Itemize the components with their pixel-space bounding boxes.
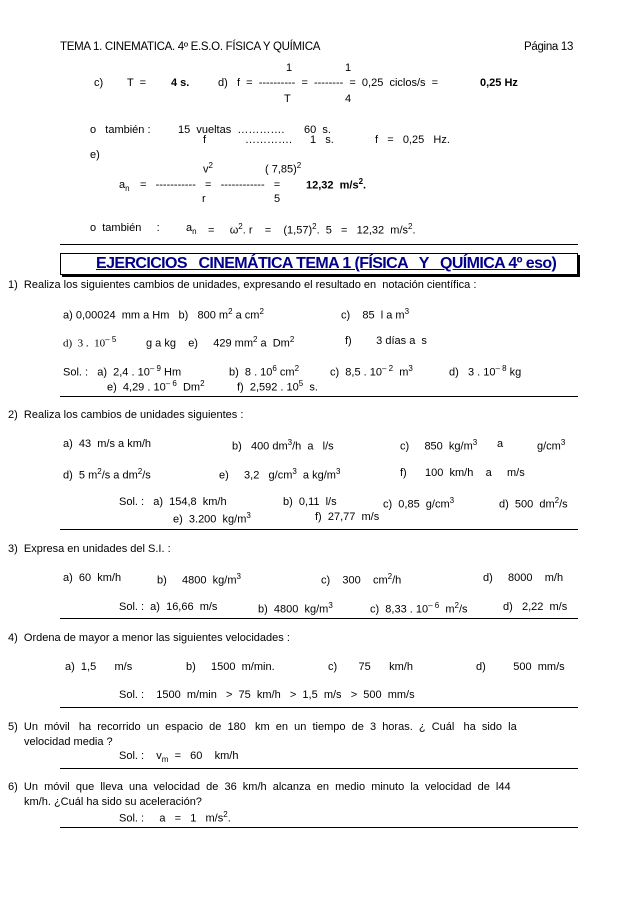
divider — [60, 707, 578, 708]
exercise-1-title: 1) Realiza los siguientes cambios de unidades, expresando el resultado en notación científica : — [8, 279, 477, 291]
page-header-title: TEMA 1. CINEMATICA. 4º E.S.O. FÍSICA Y QUÍMICA — [60, 41, 321, 53]
exercise-1-solution: d) 3 . $10^{- 8}$ kg — [449, 364, 522, 379]
exercise-6-text: km/h. ¿Cuál ha sido su aceleración? — [24, 796, 202, 808]
exercise-1-solution: b) 8 . $10^6$ $cm^2$ — [229, 364, 300, 379]
exercise-3-solution: Sol. : a) 16,66 m/s — [119, 601, 218, 613]
exercise-4-solution: Sol. : 1500 m/min > 75 km/h > 1,5 m/s > 500 mm/s — [119, 689, 415, 701]
exercise-4-items: c) 75 km/h — [328, 661, 413, 673]
fraction-denominator: 4 — [345, 93, 352, 105]
item-label: d) — [218, 77, 228, 89]
exercise-6-solution: Sol. : a = 1 $m/s^2$. — [119, 810, 231, 825]
formula-text: $a_n$ — [186, 222, 197, 237]
exercise-4-items: a) 1,5 m/s — [65, 661, 133, 673]
exercise-2-solution: e) 3.200 $kg/m^3$ — [173, 511, 251, 526]
exercise-3-items: b) 4800 $kg/m^3$ — [157, 572, 241, 587]
exercises-banner-title: EJERCICIOS CINEMÁTICA TEMA 1 (FÍSICA Y QUÍMICA 4º eso) — [96, 255, 557, 272]
exercise-1-items: f) 3 días a s — [345, 335, 427, 347]
result-value: 4 s. — [171, 77, 190, 89]
page-number: Página 13 — [524, 41, 574, 53]
exercise-1-solution: e) 4,29 . $10^{- 6}$ Dm$^2$ — [107, 379, 205, 394]
exercise-1-items: c) 85 l a $m^3$ — [341, 307, 410, 322]
formula-text: T = — [127, 77, 147, 89]
exercise-5-text: 5) Un móvil ha recorrido un espacio de 180 km en un tiempo de 3 horas. ¿ Cuál ha sido la — [8, 721, 517, 733]
exercise-2-solution: c) 0,85 $g/cm^3$ — [383, 496, 455, 511]
exercise-1-solution: c) 8,5 . $10^{- 2}$ $m^3$ — [330, 364, 413, 379]
formula-text: f = ---------- = -------- = 0,25 ciclos/s = — [237, 77, 439, 89]
exercise-2-items: d) 5 $m^2/s$ a $dm^2/s$ — [63, 467, 151, 482]
exercise-1-items: d) 3 . $10^{- 5}$ — [63, 335, 117, 350]
exercise-3-items: c) 300 $cm^2/h$ — [321, 572, 402, 587]
exercise-3-solution: c) 8,33 . $10^{- 6}$ $m^2/s$ — [370, 601, 468, 616]
exercise-2-items: e) 3,2 $g/cm^3$ a $kg/m^3$ — [219, 467, 341, 482]
exercise-2-solution: d) 500 $dm^2/s$ — [499, 496, 568, 511]
divider — [60, 618, 578, 619]
fraction-denominator: r — [202, 193, 206, 205]
exercise-6-text: 6) Un móvil que lleva una velocidad de 36 km/h alcanza en medio minuto la velocidad de l44 — [8, 781, 511, 793]
divider — [60, 529, 578, 530]
exercise-5-solution: Sol. : $v_m = 60$ km/h — [119, 750, 239, 765]
exercise-5-text: velocidad media ? — [24, 736, 113, 748]
exercise-4-items: d) 500 mm/s — [476, 661, 565, 673]
exercise-1-items: g a kg e) 429 $mm^2$ a Dm$^2$ — [146, 335, 295, 350]
exercise-4-title: 4) Ordena de mayor a menor las siguientes velocidades : — [8, 632, 290, 644]
fraction-denominator: T — [284, 93, 291, 105]
exercise-2-items: b) 400 $dm^3/h$ a l/s — [232, 438, 334, 453]
alt-text: f — [203, 134, 207, 146]
fraction-numerator: 1 — [286, 62, 293, 74]
alt-text: o también : — [90, 124, 151, 136]
exercise-3-solution: b) 4800 $kg/m^3$ — [258, 601, 333, 616]
result-value: 0,25 Hz — [480, 77, 518, 89]
alt-text: o también : — [90, 222, 160, 234]
exercise-2-solution: f) 27,77 m/s — [315, 511, 380, 523]
exercise-2-items: a — [497, 438, 504, 450]
formula-text: ( 7,85)$^2$ — [265, 161, 302, 176]
exercise-2-items: c) 850 $kg/m^3$ — [400, 438, 478, 453]
divider — [60, 768, 578, 769]
fraction-numerator: 1 — [345, 62, 352, 74]
alt-text: 1 s. — [310, 134, 334, 146]
formula-text: $a_n$ — [119, 179, 130, 194]
divider — [60, 244, 578, 245]
divider — [60, 827, 578, 828]
divider — [60, 396, 578, 397]
alt-text: …………. — [245, 134, 293, 146]
exercise-3-items: d) 8000 m/h — [483, 572, 564, 584]
exercise-2-title: 2) Realiza los cambios de unidades siguientes : — [8, 409, 244, 421]
exercise-4-items: b) 1500 m/min. — [186, 661, 275, 673]
exercise-2-items: a) 43 m/s a km/h — [63, 438, 152, 450]
alt-text: f = 0,25 Hz. — [375, 134, 450, 146]
exercise-2-solution: Sol. : a) 154,8 km/h — [119, 496, 227, 508]
item-label: c) — [94, 77, 104, 89]
exercise-1-solution: f) 2,592 . $10^5$ s. — [237, 379, 318, 394]
fraction-denominator: 5 — [274, 193, 281, 205]
exercise-2-items: $g/cm^3$ — [537, 438, 566, 453]
item-label: e) — [90, 149, 100, 161]
exercise-3-title: 3) Expresa en unidades del S.I. : — [8, 543, 171, 555]
exercise-1-items: a) 0,00024 mm a Hm b) 800 $m^2$ a $cm^2$ — [63, 307, 264, 322]
exercise-1-solution: Sol. : a) 2,4 . $10^{- 9}$ Hm — [63, 364, 182, 379]
alt-text: 15 vueltas …………. — [178, 124, 285, 136]
exercise-2-solution: b) 0,11 l/s — [283, 496, 337, 508]
exercise-3-solution: d) 2,22 m/s — [503, 601, 568, 613]
formula-text: = $\omega^2$. r = $(1,57)^2$. 5 = 12,32 $m/s^2$. — [208, 222, 416, 237]
formula-text: = ----------- = ------------ = — [140, 179, 281, 191]
result-value: 12,32 $m/s^2$. — [306, 177, 367, 192]
formula-text: $v^2$ — [203, 161, 213, 176]
exercise-2-items: f) 100 km/h a m/s — [400, 467, 525, 479]
alt-text: 60 s. — [304, 124, 331, 136]
exercise-3-items: a) 60 km/h — [63, 572, 122, 584]
